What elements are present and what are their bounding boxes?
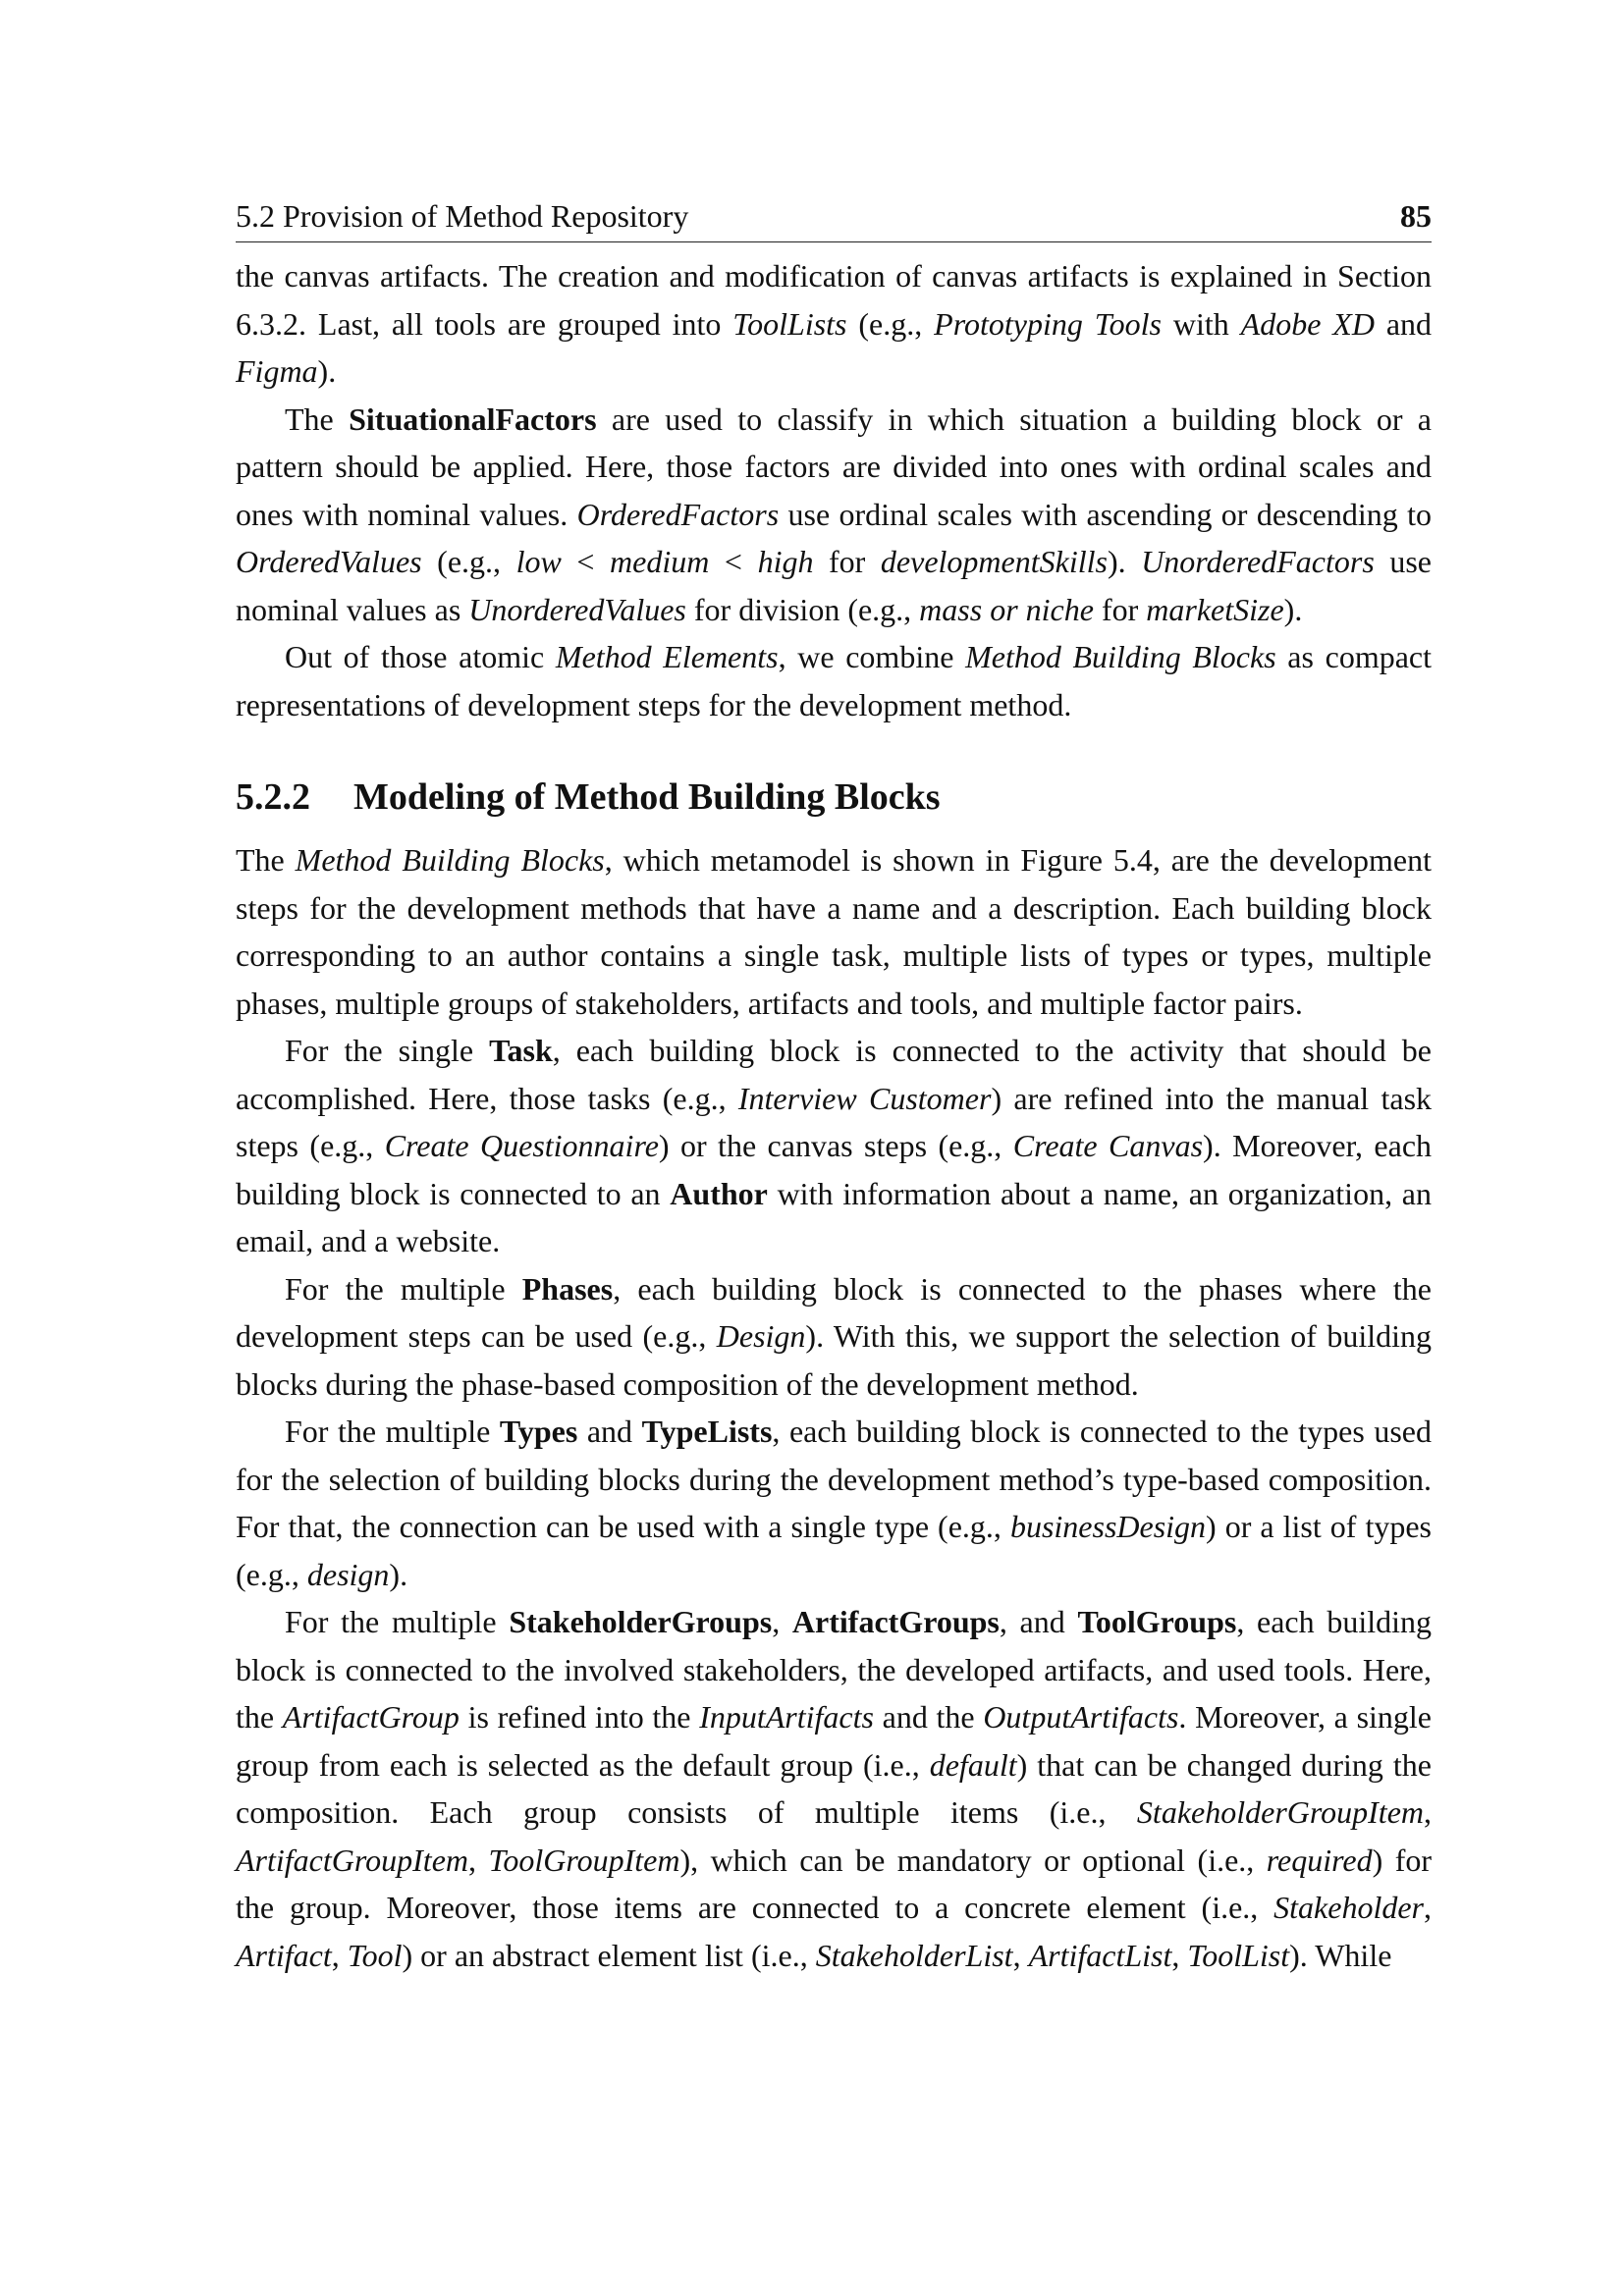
text-run: is refined into the xyxy=(459,1699,700,1735)
text-run: ). xyxy=(1283,591,1303,627)
text-run: for xyxy=(1093,591,1147,627)
text-run: ) or a list of types (e.g., xyxy=(236,1509,1433,1592)
text-run: (e.g., xyxy=(421,544,516,579)
text-run: for xyxy=(813,544,881,579)
term-unorderedvalues: UnorderedValues xyxy=(468,591,686,627)
term-artifactgroup: ArtifactGroup xyxy=(282,1699,460,1735)
text-run: the canvas artifacts. The creation and modification of canvas artifacts is explained in Section 6.3.2. Last, all tools are grouped into xyxy=(236,258,1432,342)
term-phases: Phases xyxy=(521,1270,614,1307)
text-run: and xyxy=(1374,305,1433,342)
paragraph-groups xyxy=(236,1598,1432,1979)
text-run: , xyxy=(468,1842,489,1878)
paragraph-situational-factors xyxy=(236,396,1432,634)
text-run: as compact representations of development steps for the development method. xyxy=(236,639,1433,722)
section-heading xyxy=(236,770,1432,825)
paragraph-building-blocks-intro xyxy=(236,836,1432,1027)
term-typelists: TypeLists xyxy=(641,1414,773,1449)
term-unorderedfactors: UnorderedFactors xyxy=(1141,544,1375,579)
section-number: 5.2.2 xyxy=(236,776,310,818)
term-developmentskills: developmentSkills xyxy=(880,544,1108,579)
term-create-canvas: Create Canvas xyxy=(1012,1128,1204,1163)
paragraph-types xyxy=(236,1408,1432,1598)
term-stakeholdergroupitem: StakeholderGroupItem xyxy=(1136,1794,1424,1830)
term-interview-customer: Interview Customer xyxy=(737,1080,992,1116)
term-stakeholdergroups: StakeholderGroups xyxy=(509,1604,773,1639)
text-run: and the xyxy=(873,1699,984,1735)
paragraph-tools-continuation xyxy=(236,252,1432,396)
term-artifactgroups: ArtifactGroups xyxy=(791,1604,1000,1639)
term-prototyping-tools: Prototyping Tools xyxy=(934,305,1162,342)
term-stakeholder: Stakeholder xyxy=(1273,1890,1424,1925)
text-run: ), which can be mandatory or optional (i.e., xyxy=(679,1842,1267,1878)
term-types: Types xyxy=(499,1414,578,1449)
paragraph-task xyxy=(236,1027,1432,1265)
term-figma: Figma xyxy=(236,353,318,389)
page xyxy=(236,192,1432,1979)
term-low: low xyxy=(515,544,562,579)
term-marketsize: marketSize xyxy=(1146,591,1284,627)
text-run: ) or an abstract element list (i.e., xyxy=(402,1937,816,1973)
text-run: for division (e.g., xyxy=(685,591,920,627)
paragraph-phases xyxy=(236,1265,1432,1409)
term-artifactlist: ArtifactList xyxy=(1028,1937,1172,1973)
text-run: are used to classify in which situation a building block or a pattern should be applied. Here, those factors are divided into ones with ordinal scales and ones with nominal values. xyxy=(236,400,1433,532)
text-run: ) or the canvas steps (e.g., xyxy=(658,1128,1013,1163)
term-toollists: ToolLists xyxy=(732,305,847,342)
term-method-elements: Method Elements xyxy=(555,639,779,674)
text-run: For the multiple xyxy=(285,1270,522,1307)
term-medium: medium xyxy=(610,544,710,579)
term-high: high xyxy=(757,544,814,579)
section-title: Modeling of Method Building Blocks xyxy=(353,776,941,818)
text-run: Out of those atomic xyxy=(285,639,556,674)
text-run: < xyxy=(561,544,611,579)
text-run: ) are refined into the manual task steps (e.g., xyxy=(236,1080,1433,1163)
text-run: use nominal values as xyxy=(236,544,1433,627)
text-run: ). With this, we support the selection of building blocks during the phase-based composition of the development method. xyxy=(236,1318,1433,1402)
text-run: , we combine xyxy=(778,639,966,674)
term-toollist: ToolList xyxy=(1187,1937,1290,1973)
text-run: , xyxy=(772,1604,792,1639)
text-run: For the multiple xyxy=(285,1604,510,1639)
running-header-section: 5.2 Provision of Method Repository xyxy=(236,198,689,234)
term-artifactgroupitem: ArtifactGroupItem xyxy=(236,1842,468,1878)
text-run: , each building block is connected to the phases where the development steps can be used (e.g., xyxy=(236,1270,1433,1354)
term-toolgroups: ToolGroups xyxy=(1077,1604,1237,1639)
term-tool: Tool xyxy=(347,1937,403,1973)
term-situationalfactors: SituationalFactors xyxy=(349,400,597,437)
term-default: default xyxy=(929,1746,1017,1783)
text-run: and xyxy=(577,1414,642,1449)
text-run: , xyxy=(331,1937,348,1973)
text-run: The xyxy=(236,842,296,878)
text-run: , xyxy=(1424,1890,1432,1925)
text-run: ). Moreover, each building block is connected to an xyxy=(236,1128,1433,1211)
text-run: , xyxy=(1424,1794,1432,1830)
text-run: , each building block is connected to the involved stakeholders, the developed artifacts, and used tools. Here, the xyxy=(236,1604,1433,1735)
text-run: with information about a name, an organization, an email, and a website. xyxy=(236,1175,1433,1258)
term-method-building-blocks: Method Building Blocks xyxy=(965,639,1276,674)
term-stakeholderlist: StakeholderList xyxy=(815,1937,1013,1973)
text-run: ) that can be changed during the composition. Each group consists of multiple items (i.e., xyxy=(236,1746,1433,1830)
text-run: ) for the group. Moreover, those items are connected to a concrete element (i.e., xyxy=(236,1842,1433,1925)
text-run: , each building block is connected to the activity that should be accomplished. Here, those tasks (e.g., xyxy=(236,1033,1433,1116)
term-businessdesign: businessDesign xyxy=(1009,1509,1207,1544)
term-orderedfactors: OrderedFactors xyxy=(576,496,780,532)
text-run: , each building block is connected to the types used for the selection of building blocks during the development method’s type-based composition. For that, the connection can be used with a single type (e.g., xyxy=(236,1414,1433,1544)
page-number: 85 xyxy=(1400,198,1432,234)
term-adobe-xd: Adobe XD xyxy=(1240,305,1375,342)
text-run: with xyxy=(1161,305,1241,342)
text-run: , which metamodel is shown in Figure 5.4, are the development steps for the development methods that have a name and a description. Each building block corresponding to an author contains a single task, multiple lists of types or types, multiple phases, multiple groups of stakeholders, artifacts and tools, and multiple factor pairs. xyxy=(236,842,1433,1021)
text-run: < xyxy=(709,544,758,579)
term-create-questionnaire: Create Questionnaire xyxy=(384,1128,659,1163)
text-run: ). xyxy=(389,1556,408,1592)
term-outputartifacts: OutputArtifacts xyxy=(983,1699,1179,1735)
term-task: Task xyxy=(489,1033,553,1068)
term-mass-or-niche: mass or niche xyxy=(919,591,1094,627)
text-run: , and xyxy=(999,1604,1078,1639)
term-design: design xyxy=(306,1556,390,1592)
term-design: Design xyxy=(716,1318,806,1354)
text-run: For the multiple xyxy=(285,1414,500,1449)
text-run: . Moreover, a single group from each is selected as the default group (i.e., xyxy=(236,1699,1433,1783)
text-run: ). xyxy=(1107,544,1142,579)
term-inputartifacts: InputArtifacts xyxy=(699,1699,874,1735)
term-toolgroupitem: ToolGroupItem xyxy=(488,1842,680,1878)
text-run: The xyxy=(285,400,350,437)
text-run: ). While xyxy=(1289,1937,1392,1973)
term-artifact: Artifact xyxy=(236,1937,332,1973)
term-method-building-blocks: Method Building Blocks xyxy=(295,842,605,878)
text-run: (e.g., xyxy=(846,305,935,342)
running-header xyxy=(236,192,1432,242)
paragraph-method-elements xyxy=(236,633,1432,728)
term-orderedvalues: OrderedValues xyxy=(236,544,422,579)
text-run: , xyxy=(1012,1937,1029,1973)
text-run: ). xyxy=(317,353,337,389)
text-run: use ordinal scales with ascending or descending to xyxy=(779,496,1433,532)
term-required: required xyxy=(1266,1842,1373,1878)
text-run: For the single xyxy=(285,1033,490,1068)
term-author: Author xyxy=(670,1175,768,1211)
text-run: , xyxy=(1171,1937,1188,1973)
